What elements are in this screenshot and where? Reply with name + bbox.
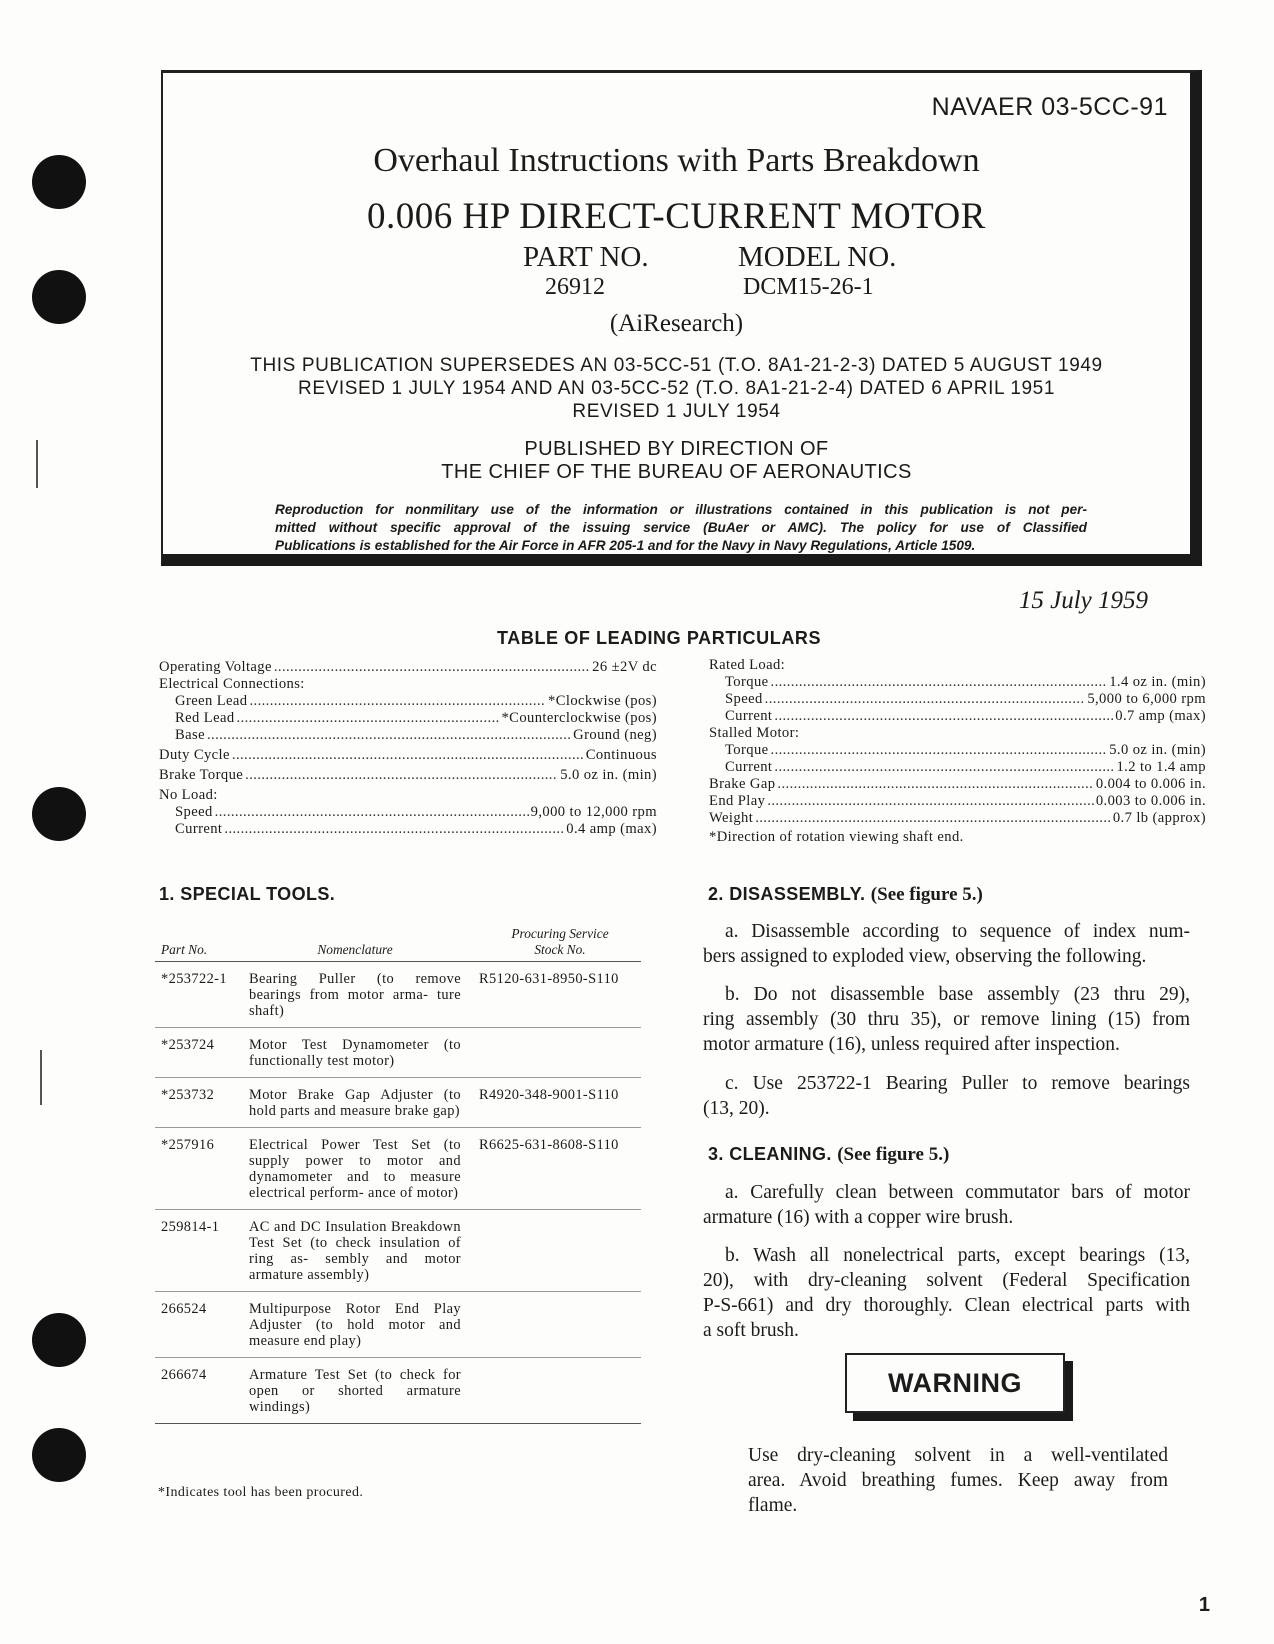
warning-label: WARNING <box>845 1353 1065 1413</box>
spec-label: Speed <box>725 691 763 707</box>
tool-nomenclature: Armature Test Set (to check for open or shorted armature windings) <box>249 1358 475 1424</box>
tool-part-no: *253722-1 <box>155 962 249 1028</box>
table-row <box>155 1210 641 1292</box>
text-line: a. Carefully clean between commutator bars of motor <box>725 1182 1190 1203</box>
spec-label: End Play <box>709 793 766 809</box>
tool-nomenclature: Electrical Power Test Set (to supply power to motor and dynamometer and to measure electrical perform- ance of motor) <box>249 1128 475 1210</box>
col-header-part-no: Part No. <box>155 918 249 962</box>
part-no-label: PART NO. <box>523 241 649 273</box>
published-line: THE CHIEF OF THE BUREAU OF AERONAUTICS <box>441 461 912 483</box>
spec-row <box>159 804 657 821</box>
disassembly-step-b <box>703 982 1190 1057</box>
tool-stock-no: R5120-631-8950-S110 <box>475 962 641 1028</box>
spec-label: Current <box>725 759 773 775</box>
tool-part-no: 259814-1 <box>155 1210 249 1292</box>
disassembly-title: 2. DISASSEMBLY. <box>708 884 866 904</box>
text-line: P-S-661) and dry thoroughly. Clean electrical parts with <box>703 1295 1190 1316</box>
spec-value: 26 ±2V dc <box>592 659 657 675</box>
warning-text <box>748 1443 1168 1518</box>
spec-label: Green Lead <box>175 693 248 709</box>
repro-line: Reproduction for nonmilitary use of the information or illustrations contained in this publication is not per- <box>275 502 1087 517</box>
particulars-left-column <box>159 659 657 838</box>
cleaning-figure-ref: (See figure 5.) <box>837 1144 950 1165</box>
cleaning-heading <box>708 1144 949 1166</box>
spec-label: Speed <box>175 804 213 820</box>
spec-label: Current <box>725 708 773 724</box>
punch-hole <box>32 787 86 841</box>
col-header-stock-no-line: Procuring Service <box>511 926 609 941</box>
spec-group-label: Electrical Connections: <box>159 676 305 692</box>
text-line: ring assembly (30 thru 35), or remove lining (15) from <box>703 1009 1190 1030</box>
text-line: motor armature (16), unless required after inspection. <box>703 1034 1120 1055</box>
text-line: 20), with dry-cleaning solvent (Federal Specification <box>703 1270 1190 1291</box>
tool-part-no: *257916 <box>155 1128 249 1210</box>
spec-row <box>709 776 1206 793</box>
repro-line: mitted without specific approval of the issuing service (BuAer or AMC). The policy for use of Classified <box>275 520 1087 535</box>
particulars-right-column <box>709 657 1206 846</box>
spec-label: Current <box>175 821 223 837</box>
spec-label: Brake Torque <box>159 767 244 783</box>
cleaning-step-a <box>703 1180 1190 1230</box>
table-header-row <box>155 918 641 962</box>
text-line: a soft brush. <box>703 1320 799 1341</box>
tool-stock-no: R6625-631-8608-S110 <box>475 1128 641 1210</box>
table-row <box>155 1292 641 1358</box>
spec-row <box>709 708 1206 725</box>
publication-date: 15 July 1959 <box>1018 587 1148 614</box>
tools-procured-note: *Indicates tool has been procured. <box>158 1485 364 1500</box>
tool-stock-no <box>475 1028 641 1078</box>
published-line: PUBLISHED BY DIRECTION OF <box>524 438 829 460</box>
part-no-value: 26912 <box>545 274 605 300</box>
special-tools-heading: 1. SPECIAL TOOLS. <box>159 884 336 904</box>
tool-nomenclature: Multipurpose Rotor End Play Adjuster (to hold motor and measure end play) <box>249 1292 475 1358</box>
margin-mark <box>40 1050 42 1105</box>
spec-group-label: Stalled Motor: <box>709 725 800 741</box>
page-number: 1 <box>1198 1594 1210 1616</box>
spec-value: Continuous <box>585 747 657 763</box>
spec-value: 1.2 to 1.4 amp <box>1116 759 1206 775</box>
special-tools-table <box>155 918 641 1424</box>
supersede-line: REVISED 1 JULY 1954 AND AN 03-5CC-52 (T.O. 8A1-21-2-4) DATED 6 APRIL 1951 <box>298 378 1055 399</box>
spec-row <box>159 747 657 764</box>
punch-hole <box>32 270 86 324</box>
spec-label: Red Lead <box>175 710 235 726</box>
margin-mark <box>36 440 38 488</box>
spec-value: 0.7 lb (approx) <box>1112 810 1206 826</box>
spec-label: Torque <box>725 742 769 758</box>
spec-label: Duty Cycle <box>159 747 230 763</box>
document-subtitle: 0.006 HP DIRECT-CURRENT MOTOR <box>367 196 986 237</box>
text-line: armature (16) with a copper wire brush. <box>703 1207 1014 1228</box>
spec-value: 0.004 to 0.006 in. <box>1095 776 1206 792</box>
spec-label: Torque <box>725 674 769 690</box>
tool-part-no: *253732 <box>155 1078 249 1128</box>
text-line: bers assigned to exploded view, observing the following. <box>703 946 1147 967</box>
disassembly-heading <box>708 884 983 906</box>
spec-value: *Counterclockwise (pos) <box>501 710 657 726</box>
rotation-footnote: *Direction of rotation viewing shaft end. <box>709 829 964 845</box>
disassembly-figure-ref: (See figure 5.) <box>870 884 983 905</box>
table-row <box>155 962 641 1028</box>
spec-value: Ground (neg) <box>573 727 657 743</box>
tool-stock-no <box>475 1210 641 1292</box>
reproduction-notice <box>275 501 1087 555</box>
document-title: Overhaul Instructions with Parts Breakdown <box>373 142 980 179</box>
text-line: b. Do not disassemble base assembly (23 thru 29), <box>725 984 1190 1005</box>
spec-value: 5,000 to 6,000 rpm <box>1087 691 1206 707</box>
table-row <box>155 1128 641 1210</box>
published-by <box>163 438 1190 484</box>
spec-row <box>159 727 657 744</box>
cleaning-title: 3. CLEANING. <box>708 1144 832 1164</box>
punch-hole <box>32 155 86 209</box>
model-no-label: MODEL NO. <box>738 241 897 273</box>
disassembly-step-a <box>703 919 1190 969</box>
title-block <box>161 70 1202 566</box>
spec-value: *Clockwise (pos) <box>548 693 657 709</box>
spec-value: 0.7 amp (max) <box>1115 708 1206 724</box>
punch-hole <box>32 1428 86 1482</box>
disassembly-step-c <box>703 1071 1190 1121</box>
leading-particulars-title: TABLE OF LEADING PARTICULARS <box>497 628 822 648</box>
text-line: Use dry-cleaning solvent in a well-ventilated <box>748 1445 1168 1466</box>
spec-row <box>709 759 1206 776</box>
spec-row <box>159 710 657 727</box>
spec-value: 5.0 oz in. (min) <box>560 767 657 783</box>
spec-row <box>159 821 657 838</box>
model-no-value: DCM15-26-1 <box>743 274 874 300</box>
spec-row <box>709 674 1206 691</box>
spec-label: Brake Gap <box>709 776 776 792</box>
text-line: area. Avoid breathing fumes. Keep away from <box>748 1470 1168 1491</box>
spec-row <box>159 767 657 784</box>
col-header-stock-no-line: Stock No. <box>534 942 586 957</box>
supersede-notice <box>163 354 1190 423</box>
col-header-stock-no <box>475 918 641 962</box>
spec-value: 5.0 oz in. (min) <box>1109 742 1206 758</box>
document-number: NAVAER 03-5CC-91 <box>931 93 1168 121</box>
spec-row <box>159 693 657 710</box>
spec-value: 9,000 to 12,000 rpm <box>530 804 657 820</box>
tool-nomenclature: Motor Brake Gap Adjuster (to hold parts and measure brake gap) <box>249 1078 475 1128</box>
text-line: c. Use 253722-1 Bearing Puller to remove bearings <box>725 1073 1190 1094</box>
manufacturer: (AiResearch) <box>609 310 744 337</box>
tool-part-no: *253724 <box>155 1028 249 1078</box>
spec-row <box>159 659 657 676</box>
spec-row <box>709 691 1206 708</box>
punch-hole <box>32 1313 86 1367</box>
spec-label: Operating Voltage <box>159 659 272 675</box>
tool-nomenclature: AC and DC Insulation Breakdown Test Set (to check insulation of ring as- sembly and motor armature assembly) <box>249 1210 475 1292</box>
text-line: b. Wash all nonelectrical parts, except bearings (13, <box>725 1245 1190 1266</box>
text-line: (13, 20). <box>703 1098 770 1119</box>
table-row <box>155 1078 641 1128</box>
cleaning-step-b <box>703 1243 1190 1343</box>
text-line: flame. <box>748 1495 798 1516</box>
spec-row <box>709 810 1206 827</box>
col-header-nomenclature: Nomenclature <box>249 918 475 962</box>
spec-label: Base <box>175 727 205 743</box>
text-line: a. Disassemble according to sequence of index num- <box>725 921 1190 942</box>
tool-part-no: 266524 <box>155 1292 249 1358</box>
tool-nomenclature: Bearing Puller (to remove bearings from motor arma- ture shaft) <box>249 962 475 1028</box>
spec-value: 0.003 to 0.006 in. <box>1095 793 1206 809</box>
supersede-line: THIS PUBLICATION SUPERSEDES AN 03-5CC-51 (T.O. 8A1-21-2-3) DATED 5 AUGUST 1949 <box>250 355 1103 376</box>
tool-stock-no: R4920-348-9001-S110 <box>475 1078 641 1128</box>
tool-stock-no <box>475 1358 641 1424</box>
spec-row <box>709 793 1206 810</box>
supersede-line: REVISED 1 JULY 1954 <box>572 401 781 422</box>
table-row <box>155 1358 641 1424</box>
tool-nomenclature: Motor Test Dynamometer (to functionally test motor) <box>249 1028 475 1078</box>
tool-part-no: 266674 <box>155 1358 249 1424</box>
spec-value: 1.4 oz in. (min) <box>1109 674 1206 690</box>
spec-row <box>709 742 1206 759</box>
repro-line: Publications is established for the Air Force in AFR 205-1 and for the Navy in Navy Regulations, Article 1509. <box>275 538 976 553</box>
table-row <box>155 1028 641 1078</box>
spec-label: Weight <box>709 810 754 826</box>
tool-stock-no <box>475 1292 641 1358</box>
spec-value: 0.4 amp (max) <box>566 821 657 837</box>
spec-group-label: No Load: <box>159 787 218 803</box>
spec-group-label: Rated Load: <box>709 657 786 673</box>
